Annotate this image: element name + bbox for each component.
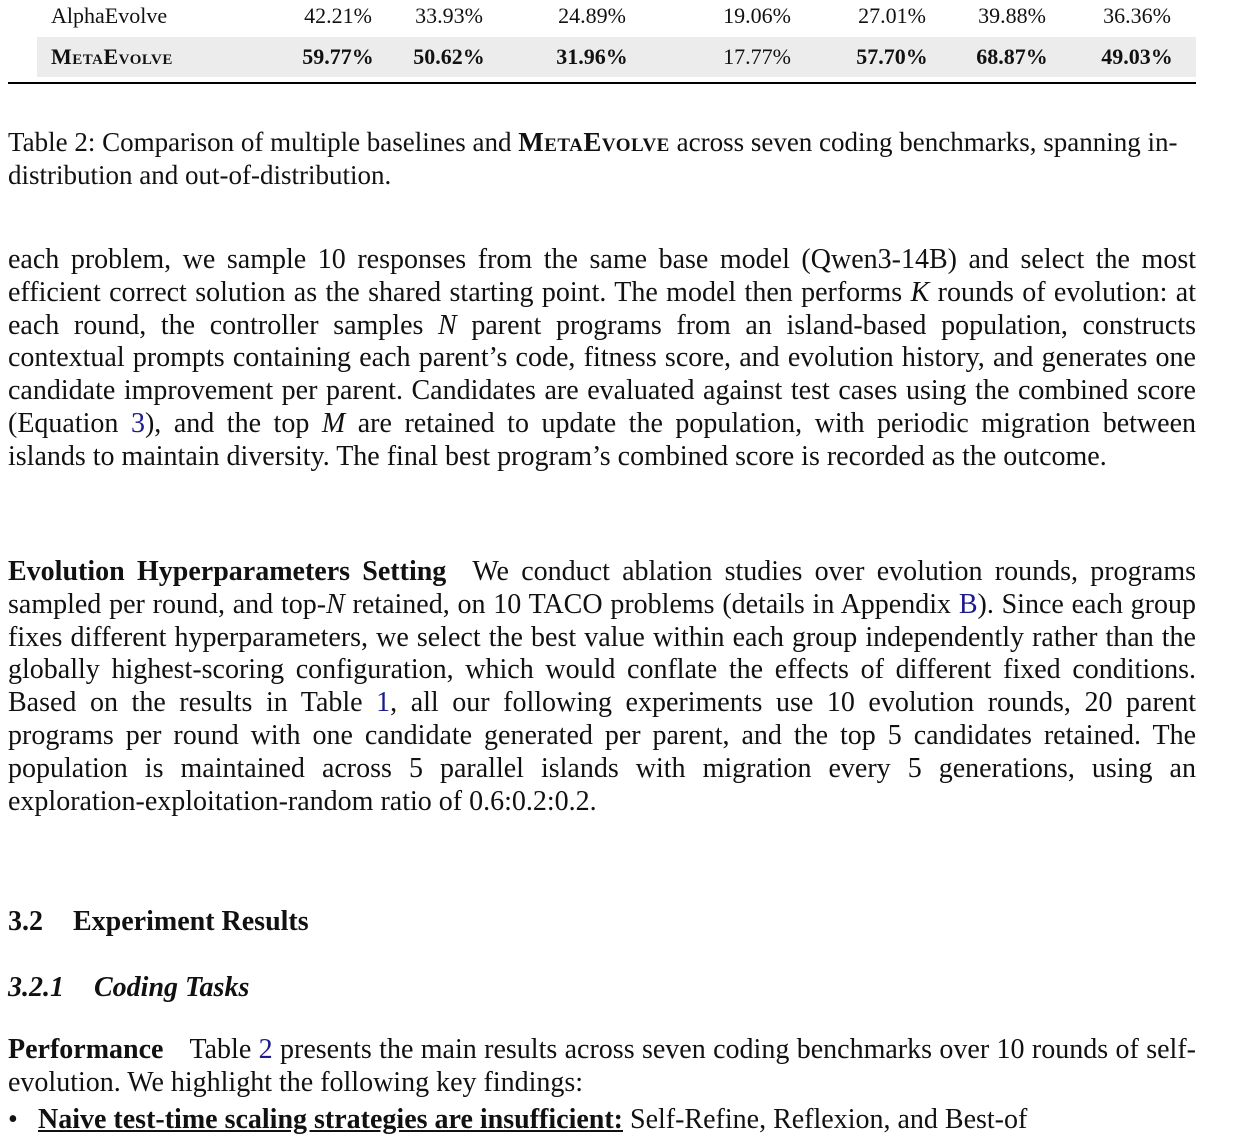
math-variable: M xyxy=(321,407,346,439)
body-paragraph xyxy=(8,1034,1196,1100)
table-caption xyxy=(8,126,1196,192)
body-paragraph xyxy=(8,556,1196,818)
math-variable: N xyxy=(326,588,345,620)
appendix-link[interactable]: B xyxy=(958,588,978,620)
text-run: each problem, we sample 10 responses from the same base model (Qwen3-14B) and select the most efficient correct solution as the shared starting point. The model then performs xyxy=(8,244,1196,308)
list-item xyxy=(8,1100,1196,1140)
equation-link[interactable]: 3 xyxy=(130,407,145,439)
section-heading xyxy=(8,902,309,942)
paragraph-heading: Evolution Hyperparameters Setting xyxy=(8,556,447,587)
table-cell: 39.88% xyxy=(978,3,1046,28)
table-cell: 19.06% xyxy=(723,3,791,28)
bullet-icon: • xyxy=(8,1104,18,1135)
table-cell: 68.87% xyxy=(976,44,1048,69)
method-name: MetaEvolve xyxy=(51,44,173,69)
paragraph-heading: Performance xyxy=(8,1034,164,1065)
subsection-number: 3.2.1 xyxy=(8,972,64,1003)
table-cell: 27.01% xyxy=(858,3,926,28)
text-run: retained, on 10 TACO problems (details in Appendix xyxy=(344,588,959,620)
caption-suffix: across seven coding benchmarks, spanning in-distribution and out-of-distribution. xyxy=(8,127,1178,190)
text-run: , all our following experiments use 10 evolution rounds, 20 parent programs per round with one candidate generated per parent, and the top 5 candidates retained. The population is maintained across 5 parallel islands with migration every 5 generations, using an exploration-exploitation-random ratio of 0.6:0.2:0.2. xyxy=(8,687,1197,817)
subsection-title: Coding Tasks xyxy=(94,972,250,1003)
table-cell: 59.77% xyxy=(302,44,374,69)
math-variable: K xyxy=(910,276,930,308)
table-cell: 24.89% xyxy=(558,3,626,28)
bullet-text: Self-Refine, Reflexion, and Best-of xyxy=(623,1104,1028,1135)
text-run: ), and the top xyxy=(144,407,322,439)
section-number: 3.2 xyxy=(8,906,43,937)
table-link[interactable]: 2 xyxy=(258,1034,273,1065)
text-run: are retained to update the population, with periodic migration between islands to maintain diversity. The final best program’s combined score is recorded as the outcome. xyxy=(8,407,1197,472)
body-paragraph xyxy=(8,244,1196,474)
table-cell: 31.96% xyxy=(556,44,628,69)
table-cell: 50.62% xyxy=(413,44,485,69)
subsection-heading xyxy=(8,968,249,1008)
text-run: presents the main results across seven coding benchmarks over 10 rounds of self-evolution. We highlight the following key findings: xyxy=(8,1034,1196,1098)
math-variable: N xyxy=(438,309,457,341)
method-name: AlphaEvolve xyxy=(51,3,168,28)
table-row-highlighted xyxy=(37,37,1196,77)
table-cell: 42.21% xyxy=(304,3,372,28)
text-run: We conduct ablation studies over evolution rounds, programs sampled per round, and top- xyxy=(8,556,1196,620)
text-run: rounds of evolution: at each round, the controller samples xyxy=(8,276,1197,341)
table-link[interactable]: 1 xyxy=(376,687,391,719)
text-run: parent programs from an island-based population, constructs contextual prompts containing each parent’s code, fitness score, and evolution history, and generates one candidate improvement per parent. Candidates are evaluated against test cases using the combined score (Equation xyxy=(8,309,1196,439)
table-cell: 36.36% xyxy=(1103,3,1171,28)
bullet-lead: Naive test-time scaling strategies are insufficient: xyxy=(38,1104,623,1135)
text-run: Table xyxy=(189,1034,259,1065)
caption-method-name: MetaEvolve xyxy=(518,127,670,157)
caption-prefix: Table 2: Comparison of multiple baselines and xyxy=(8,127,519,157)
section-title: Experiment Results xyxy=(73,906,309,937)
paper-page xyxy=(8,0,1197,1135)
table-cell: 49.03% xyxy=(1101,44,1173,69)
table-bottom-rule xyxy=(8,82,1196,84)
table-cell: 17.77% xyxy=(723,44,791,69)
table-row xyxy=(37,0,1196,36)
table-cell: 33.93% xyxy=(415,3,483,28)
results-table xyxy=(8,0,1196,86)
table-cell: 57.70% xyxy=(856,44,928,69)
text-run: ). Since each group fixes different hyperparameters, we select the best value within each group independently rather than the globally highest-scoring configuration, which would conflate the effects of different fixed conditions. Based on the results in Table xyxy=(8,588,1197,719)
